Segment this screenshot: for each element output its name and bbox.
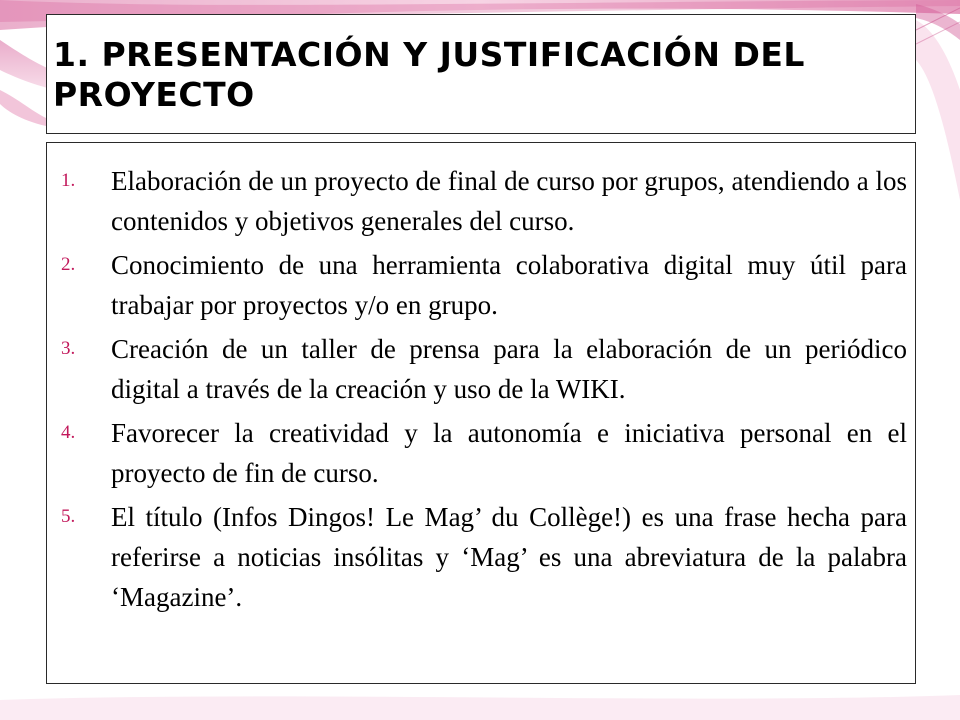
slide-title: 1. PRESENTACIÓN Y JUSTIFICACIÓN DEL PROYECTO: [53, 35, 805, 114]
list-number: 1.: [61, 170, 76, 191]
title-box: [46, 14, 916, 134]
list-number: 3.: [61, 338, 76, 359]
list-item: [61, 161, 907, 241]
list-text: Favorecer la creatividad y la autonomía e iniciativa personal en el proyecto de fin de curso.: [111, 418, 907, 488]
list-text: Conocimiento de una herramienta colaborativa digital muy útil para trabajar por proyectos y/o en grupo.: [111, 250, 907, 320]
list-text: Elaboración de un proyecto de final de curso por grupos, atendiendo a los contenidos y objetivos generales del curso.: [111, 166, 907, 236]
list-text: El título (Infos Dingos! Le Mag’ du Collège!) es una frase hecha para referirse a noticias insólitas y ‘Mag’ es una abreviatura de la palabra ‘Magazine’.: [111, 502, 907, 612]
list-number: 5.: [61, 506, 76, 527]
list-number: 4.: [61, 422, 76, 443]
content-box: [46, 142, 916, 684]
numbered-list: [61, 161, 907, 617]
list-item: [61, 329, 907, 409]
list-text: Creación de un taller de prensa para la elaboración de un periódico digital a través de la creación y uso de la WIKI.: [111, 334, 907, 404]
list-item: [61, 413, 907, 493]
list-item: [61, 497, 907, 617]
list-number: 2.: [61, 254, 76, 275]
list-item: [61, 245, 907, 325]
